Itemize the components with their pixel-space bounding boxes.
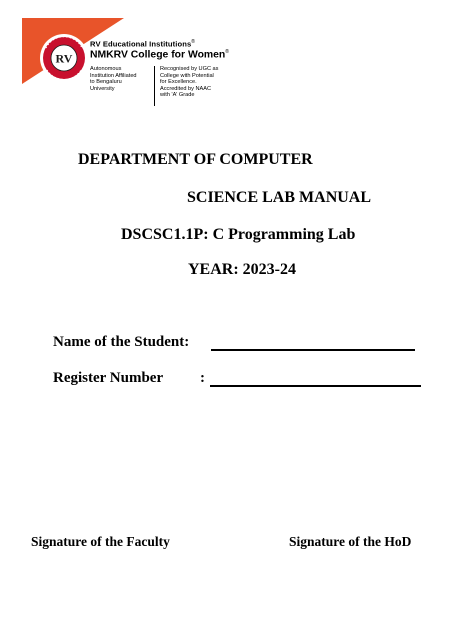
institution-info [90,39,270,109]
register-number-label: Register Number [53,370,164,386]
registered-mark: ® [191,39,196,45]
registered-mark-2: ® [225,49,229,55]
group-name [90,39,195,49]
student-name-label: Name of the Student: [53,334,190,350]
register-number-blank [210,385,421,387]
faculty-signature-label: Signature of the Faculty [31,534,170,549]
register-number-colon: : [200,370,205,386]
college-name [90,49,229,60]
header-divider [154,66,155,106]
group-name-text: RV Educational Institutions [90,39,192,49]
accreditation-text: Recognised by UGC as College with Potential for Excellence. Accredited by NAAC with 'A' Grade [160,66,219,99]
hod-signature-label: Signature of the HoD [289,534,412,549]
college-name-text: NMKRV College for Women [90,49,226,61]
title-lab-manual: SCIENCE LAB MANUAL [187,189,372,206]
seal-monogram: RV [55,51,73,66]
title-department: DEPARTMENT OF COMPUTER [78,151,313,168]
title-year: YEAR: 2023-24 [188,261,296,278]
affiliation-text: Autonomous Institution Affiliated to Bengaluru University [90,66,137,92]
student-name-blank [211,349,415,351]
title-course: DSCSC1.1P: C Programming Lab [121,226,356,243]
